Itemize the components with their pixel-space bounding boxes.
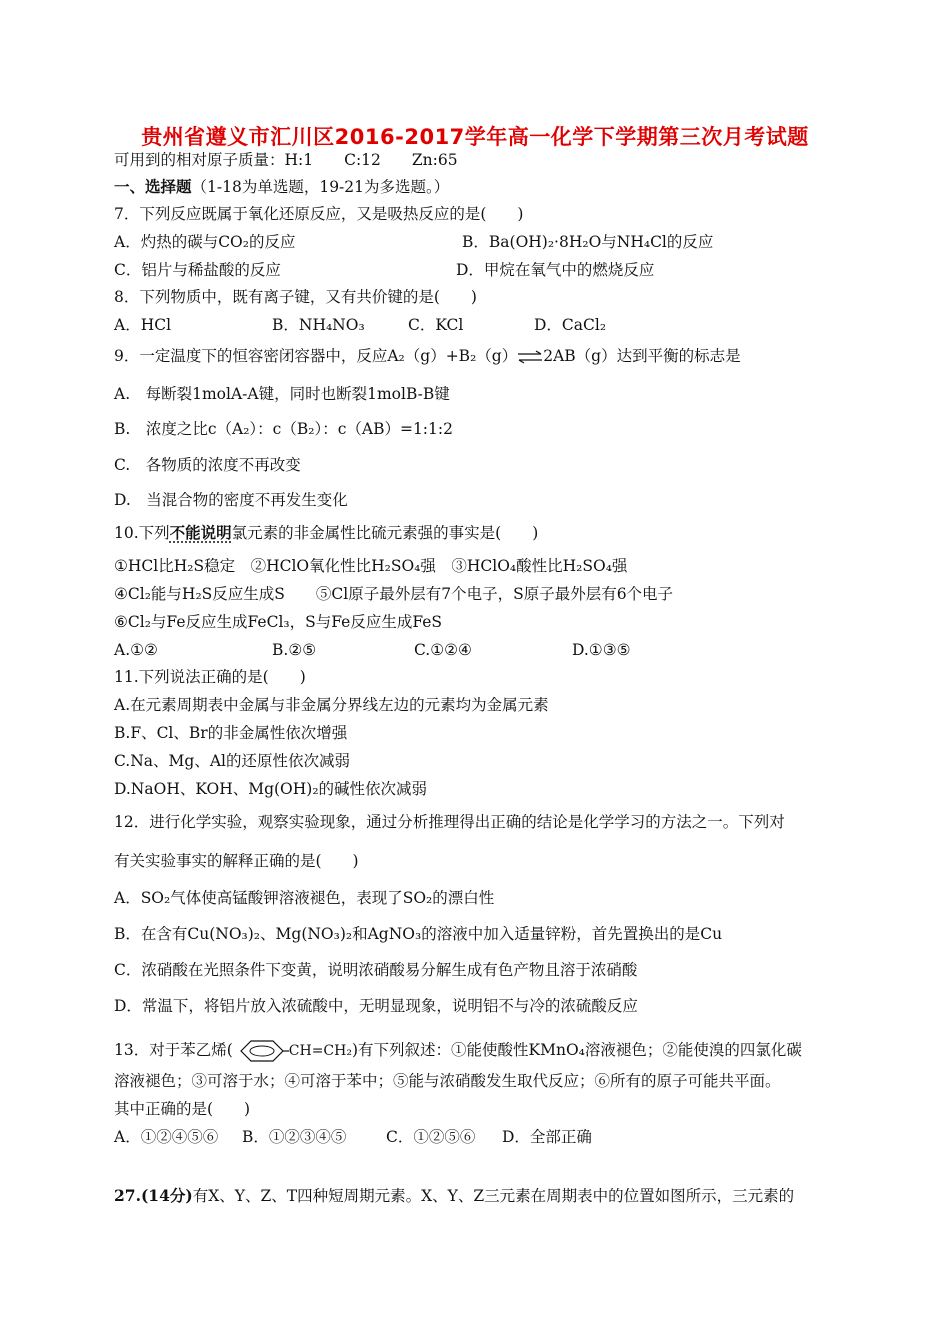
section-label: 一、选择题	[114, 177, 192, 196]
q27-stem	[114, 1186, 794, 1206]
q10-option-a: A.①②	[114, 641, 158, 659]
q13-stem-line3: 其中正确的是( )	[114, 1100, 251, 1118]
q27-text: 有X、Y、Z、T四种短周期元素。X、Y、Z三元素在周期表中的位置如图所示，三元素的	[192, 1187, 795, 1205]
q10-statements-1: ①HCl比H₂S稳定 ②HClO氧化性比H₂SO₄强 ③HClO₄酸性比H₂SO₄强	[114, 557, 628, 575]
q7-stem: 7．下列反应既属于氧化还原反应，又是吸热反应的是( )	[114, 205, 524, 223]
q13-option-d: D．全部正确	[502, 1128, 592, 1146]
q13-stem-pre: 13．对于苯乙烯(	[114, 1041, 233, 1059]
q10-emphasis: 不能说明	[169, 523, 232, 542]
q11-option-b: B.F、Cl、Br的非金属性依次增强	[114, 724, 348, 742]
q13-option-c: C．①②⑤⑥	[386, 1128, 476, 1146]
q9-option-a: A. 每断裂1molA-A键，同时也断裂1molB-B键	[114, 385, 450, 403]
q10-statements-3: ⑥Cl₂与Fe反应生成FeCl₃，S与Fe反应生成FeS	[114, 613, 443, 631]
q9-option-c: C. 各物质的浓度不再改变	[114, 456, 301, 474]
q7-option-c: C．铝片与稀盐酸的反应	[114, 261, 281, 279]
q27-label: 27.(14分)	[114, 1186, 193, 1205]
q11-stem: 11.下列说法正确的是( )	[114, 668, 306, 686]
q13-stem	[114, 1038, 802, 1064]
q13-option-b: B．①②③④⑤	[242, 1128, 347, 1146]
q10-option-d: D.①③⑤	[572, 641, 631, 659]
q9-stem-part1: 9．一定温度下的恒容密闭容器中，反应A₂（g）+B₂（g）	[114, 347, 518, 365]
q11-option-a: A.在元素周期表中金属与非金属分界线左边的元素均为金属元素	[114, 696, 549, 714]
q9-stem	[114, 346, 741, 366]
q8-option-c: C．KCl	[408, 316, 464, 334]
page-title: 贵州省遵义市汇川区2016-2017学年高一化学下学期第三次月考试题	[141, 125, 809, 149]
atomic-mass-line: 可用到的相对原子质量：H:1 C:12 Zn:65	[114, 151, 458, 169]
q12-option-c: C．浓硝酸在光照条件下变黄，说明浓硝酸易分解生成有色产物且溶于浓硝酸	[114, 961, 638, 979]
q8-option-d: D．CaCl₂	[534, 316, 607, 334]
q11-option-d: D.NaOH、KOH、Mg(OH)₂的碱性依次减弱	[114, 780, 428, 798]
q8-option-a: A．HCl	[114, 316, 172, 334]
q10-stem	[114, 523, 538, 543]
q11-option-c: C.Na、Mg、Al的还原性依次减弱	[114, 752, 350, 770]
equilibrium-arrow-icon	[517, 350, 543, 364]
q9-stem-part2: 2AB（g）达到平衡的标志是	[543, 347, 741, 365]
q10-statements-2: ④Cl₂能与H₂S反应生成S ⑤Cl原子最外层有7个电子，S原子最外层有6个电子	[114, 585, 674, 603]
q12-option-d: D．常温下，将铝片放入浓硫酸中，无明显现象，说明铝不与冷的浓硫酸反应	[114, 997, 638, 1015]
q10-stem-pre: 10.下列	[114, 524, 170, 542]
q8-option-b: B．NH₄NO₃	[272, 316, 365, 334]
q12-stem-line2: 有关实验事实的解释正确的是( )	[114, 852, 359, 870]
q12-option-a: A．SO₂气体使高锰酸钾溶液褪色，表现了SO₂的漂白性	[114, 889, 495, 907]
q10-option-b: B.②⑤	[272, 641, 317, 659]
q9-option-b: B. 浓度之比c（A₂）：c（B₂）：c（AB）=1:1:2	[114, 420, 453, 438]
q7-option-a: A．灼热的碳与CO₂的反应	[114, 233, 296, 251]
q10-stem-post: 氯元素的非金属性比硫元素强的事实是( )	[231, 524, 539, 542]
q12-stem-line1: 12．进行化学实验，观察实验现象，通过分析推理得出正确的结论是化学学习的方法之一。下列对	[114, 813, 785, 831]
section-note: （1-18为单选题，19-21为多选题。）	[191, 178, 450, 196]
q13-stem-post: )有下列叙述：①能使酸性KMnO₄溶液褪色；②能使溴的四氯化碳	[351, 1041, 802, 1059]
q9-option-d: D. 当混合物的密度不再发生变化	[114, 491, 348, 509]
q13-option-a: A．①②④⑤⑥	[114, 1128, 219, 1146]
section-heading	[114, 177, 449, 197]
q13-stem-line2: 溶液褪色；③可溶于水；④可溶于苯中；⑤能与浓硝酸发生取代反应；⑥所有的原子可能共平面。	[114, 1072, 781, 1090]
q12-option-b: B．在含有Cu(NO₃)₂、Mg(NO₃)₂和AgNO₃的溶液中加入适量锌粉，首先置换出的是Cu	[114, 925, 723, 943]
benzene-ring-icon	[233, 1038, 289, 1064]
vinyl-group-label: CH=CH₂	[288, 1043, 352, 1059]
q10-option-c: C.①②④	[414, 641, 472, 659]
q7-option-d: D．甲烷在氧气中的燃烧反应	[456, 261, 655, 279]
q8-stem: 8．下列物质中，既有离子键，又有共价键的是( )	[114, 288, 477, 306]
q7-option-b: B．Ba(OH)₂·8H₂O与NH₄Cl的反应	[462, 233, 714, 251]
